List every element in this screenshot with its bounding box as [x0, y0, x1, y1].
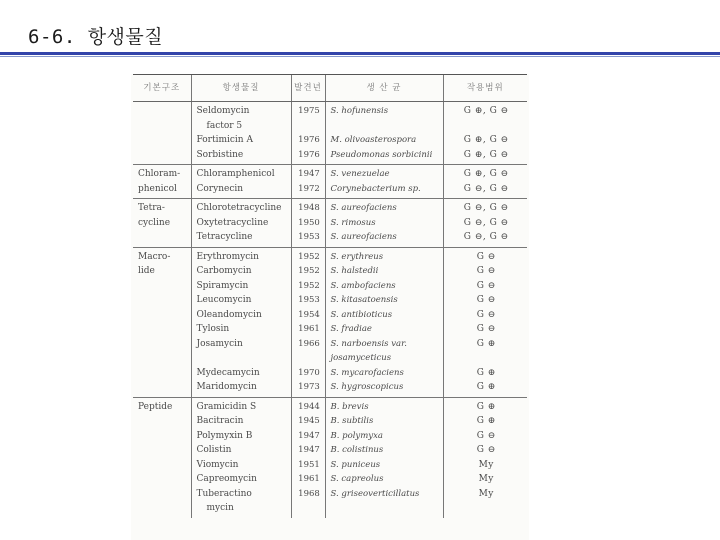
activity-value: G ⊕ — [476, 416, 496, 426]
organism-name: S. hygroscopicus — [330, 382, 404, 392]
drug-name: Mydecamycin — [196, 367, 260, 378]
organism-name: B. subtilis — [330, 416, 374, 426]
drug-name: Oleandomycin — [196, 309, 262, 320]
activity-value: G ⊕ — [476, 382, 496, 392]
organism-name: S. aureofaciens — [330, 203, 397, 213]
activity-value: G ⊖ — [476, 266, 496, 276]
table-row — [133, 165, 527, 199]
antibiotics-table — [133, 74, 527, 518]
organism-name: S. capreolus — [330, 474, 384, 484]
year-value: 1947 — [298, 169, 320, 179]
activity-value — [449, 119, 525, 134]
year-value: 1953 — [298, 295, 320, 305]
activity-value: G ⊕, G ⊖ — [463, 106, 509, 116]
drug-name: Erythromycin — [196, 251, 259, 262]
organism-name: S. ambofaciens — [330, 280, 396, 291]
drug-name: Chlorotetracycline — [196, 203, 282, 213]
title-underline-thin — [0, 56, 720, 57]
base-structure-cell: Chloram- phenicol — [133, 165, 191, 199]
table-row — [133, 102, 527, 165]
activity-value: G ⊕ — [476, 401, 496, 412]
year-value: 1952 — [298, 280, 320, 291]
header-producer: 생 산 균 — [325, 75, 443, 102]
year-value: 1948 — [298, 203, 320, 213]
activity-value: G ⊖, G ⊖ — [463, 217, 509, 228]
activity-value: G ⊖ — [476, 280, 496, 291]
organism-name: S. antibioticus — [330, 309, 393, 320]
year-value: 1952 — [298, 251, 320, 262]
organism-name-cell — [325, 397, 443, 518]
year-value: 1950 — [298, 217, 320, 228]
drug-name: Tetracycline — [196, 232, 253, 242]
drug-name: Polymyxin B — [196, 430, 253, 441]
drug-name: Maridomycin — [196, 382, 257, 392]
organism-name-cell — [325, 247, 443, 397]
organism-name: S. fradiae — [330, 324, 372, 334]
drug-name-cell — [191, 247, 291, 397]
drug-name: Josamycin — [196, 338, 243, 349]
year-value: 1968 — [298, 488, 320, 499]
year-value: 1945 — [298, 416, 320, 426]
activity-value: G ⊖ — [476, 309, 496, 320]
activity-value: G ⊖ — [476, 324, 496, 334]
drug-name: Viomycin — [196, 459, 239, 470]
activity-value-cell — [443, 165, 527, 199]
drug-name: Colistin — [196, 445, 232, 455]
slide-title: 6-6. 항생물질 — [28, 26, 164, 48]
organism-name: S. erythreus — [330, 251, 384, 262]
year-value: 1961 — [298, 324, 320, 334]
activity-value-cell — [443, 247, 527, 397]
drug-name: Fortimicin A — [196, 135, 253, 145]
scanned-table-image — [131, 74, 529, 540]
drug-name: Gramicidin S — [196, 401, 257, 412]
organism-name — [331, 501, 440, 516]
activity-value: G ⊖ — [476, 445, 496, 455]
drug-name: Corynecin — [196, 183, 244, 194]
organism-name: B. colistinus — [330, 445, 384, 455]
drug-name: Leucomycin — [196, 295, 252, 305]
activity-value: G ⊖ — [476, 295, 496, 305]
organism-name: M. olivoasterospora — [330, 135, 417, 145]
drug-name: Tuberactino — [196, 488, 252, 499]
base-structure-cell — [133, 102, 191, 165]
organism-name: S. mycarofaciens — [330, 367, 404, 378]
drug-name-cell — [191, 165, 291, 199]
drug-name: Tylosin — [196, 324, 230, 334]
year-value: 1947 — [298, 445, 320, 455]
drug-name: mycin — [206, 503, 234, 513]
activity-value: My — [478, 488, 494, 499]
year-value: 1961 — [298, 474, 320, 484]
drug-name-cell — [191, 102, 291, 165]
year-value: 1972 — [298, 183, 320, 194]
header-activity: 작용범위 — [443, 75, 527, 102]
title-underline — [0, 52, 720, 55]
drug-name: Sorbistine — [196, 149, 244, 160]
organism-name: S. griseoverticillatus — [330, 488, 420, 499]
drug-name: Oxytetracycline — [196, 217, 269, 228]
organism-name: S. narboensis var. — [330, 338, 407, 349]
activity-value: G ⊕, G ⊖ — [463, 135, 509, 145]
activity-value: G ⊕ — [476, 367, 496, 378]
year-value — [297, 351, 322, 366]
drug-name: Bacitracin — [196, 416, 244, 426]
year-value-cell — [291, 247, 325, 397]
year-value: 1947 — [298, 430, 320, 441]
organism-name: S. halstedii — [330, 266, 379, 276]
year-value: 1952 — [298, 266, 320, 276]
year-value-cell — [291, 165, 325, 199]
organism-name-cell — [325, 199, 443, 248]
activity-value: G ⊖ — [476, 251, 496, 262]
table-body — [133, 102, 527, 518]
organism-name-cell — [325, 102, 443, 165]
year-value: 1975 — [298, 106, 320, 116]
drug-name: Capreomycin — [196, 474, 257, 484]
organism-name: S. puniceus — [330, 459, 381, 470]
drug-name: factor 5 — [206, 120, 243, 131]
drug-name-cell — [191, 199, 291, 248]
activity-value: G ⊖ — [476, 430, 496, 441]
table-header-row — [133, 75, 527, 102]
header-antibiotic: 항생물질 — [191, 75, 291, 102]
organism-name: S. rimosus — [330, 217, 376, 228]
year-value-cell — [291, 397, 325, 518]
organism-name: Pseudomonas sorbicinii — [330, 149, 433, 160]
drug-name — [197, 351, 288, 366]
activity-value-cell — [443, 102, 527, 165]
organism-name: B. brevis — [330, 401, 369, 412]
year-value: 1966 — [298, 338, 320, 349]
year-value — [297, 119, 322, 134]
base-structure-cell: Macro- lide — [133, 247, 191, 397]
organism-name: S. aureofaciens — [330, 232, 397, 242]
drug-name: Carbomycin — [196, 266, 252, 276]
base-structure-cell: Peptide — [133, 397, 191, 518]
activity-value: G ⊖, G ⊖ — [463, 183, 509, 194]
year-value-cell — [291, 102, 325, 165]
year-value: 1944 — [298, 401, 320, 412]
organism-name-cell — [325, 165, 443, 199]
activity-value: G ⊕ — [476, 338, 496, 349]
activity-value: G ⊕, G ⊖ — [463, 149, 509, 160]
activity-value — [449, 351, 525, 366]
header-year: 발견년 — [291, 75, 325, 102]
drug-name: Spiramycin — [196, 280, 249, 291]
year-value-cell — [291, 199, 325, 248]
header-base-structure: 기본구조 — [133, 75, 191, 102]
year-value: 1970 — [298, 367, 320, 378]
activity-value: My — [478, 459, 494, 470]
activity-value-cell — [443, 397, 527, 518]
base-structure-cell: Tetra- cycline — [133, 199, 191, 248]
table-row — [133, 199, 527, 248]
year-value: 1953 — [298, 232, 320, 242]
activity-value-cell — [443, 199, 527, 248]
table-row — [133, 397, 527, 518]
organism-name — [331, 119, 440, 134]
activity-value: G ⊖, G ⊖ — [463, 203, 509, 213]
organism-name: B. polymyxa — [330, 430, 383, 441]
drug-name: Seldomycin — [196, 106, 250, 116]
drug-name: Chloramphenicol — [196, 169, 275, 179]
year-value: 1976 — [298, 135, 320, 145]
year-value: 1973 — [298, 382, 320, 392]
drug-name-cell — [191, 397, 291, 518]
year-value: 1976 — [298, 149, 320, 160]
organism-name: S. kitasatoensis — [330, 295, 398, 305]
activity-value: My — [478, 474, 494, 484]
organism-name: josamyceticus — [330, 353, 392, 363]
activity-value — [449, 501, 525, 516]
year-value: 1954 — [298, 309, 320, 320]
organism-name: Corynebacterium sp. — [330, 183, 421, 194]
year-value: 1951 — [298, 459, 320, 470]
activity-value: G ⊕, G ⊖ — [463, 169, 509, 179]
table-row — [133, 247, 527, 397]
organism-name: S. hofunensis — [330, 106, 389, 116]
year-value — [297, 501, 322, 516]
activity-value: G ⊖, G ⊖ — [463, 232, 509, 242]
organism-name: S. venezuelae — [330, 169, 390, 179]
